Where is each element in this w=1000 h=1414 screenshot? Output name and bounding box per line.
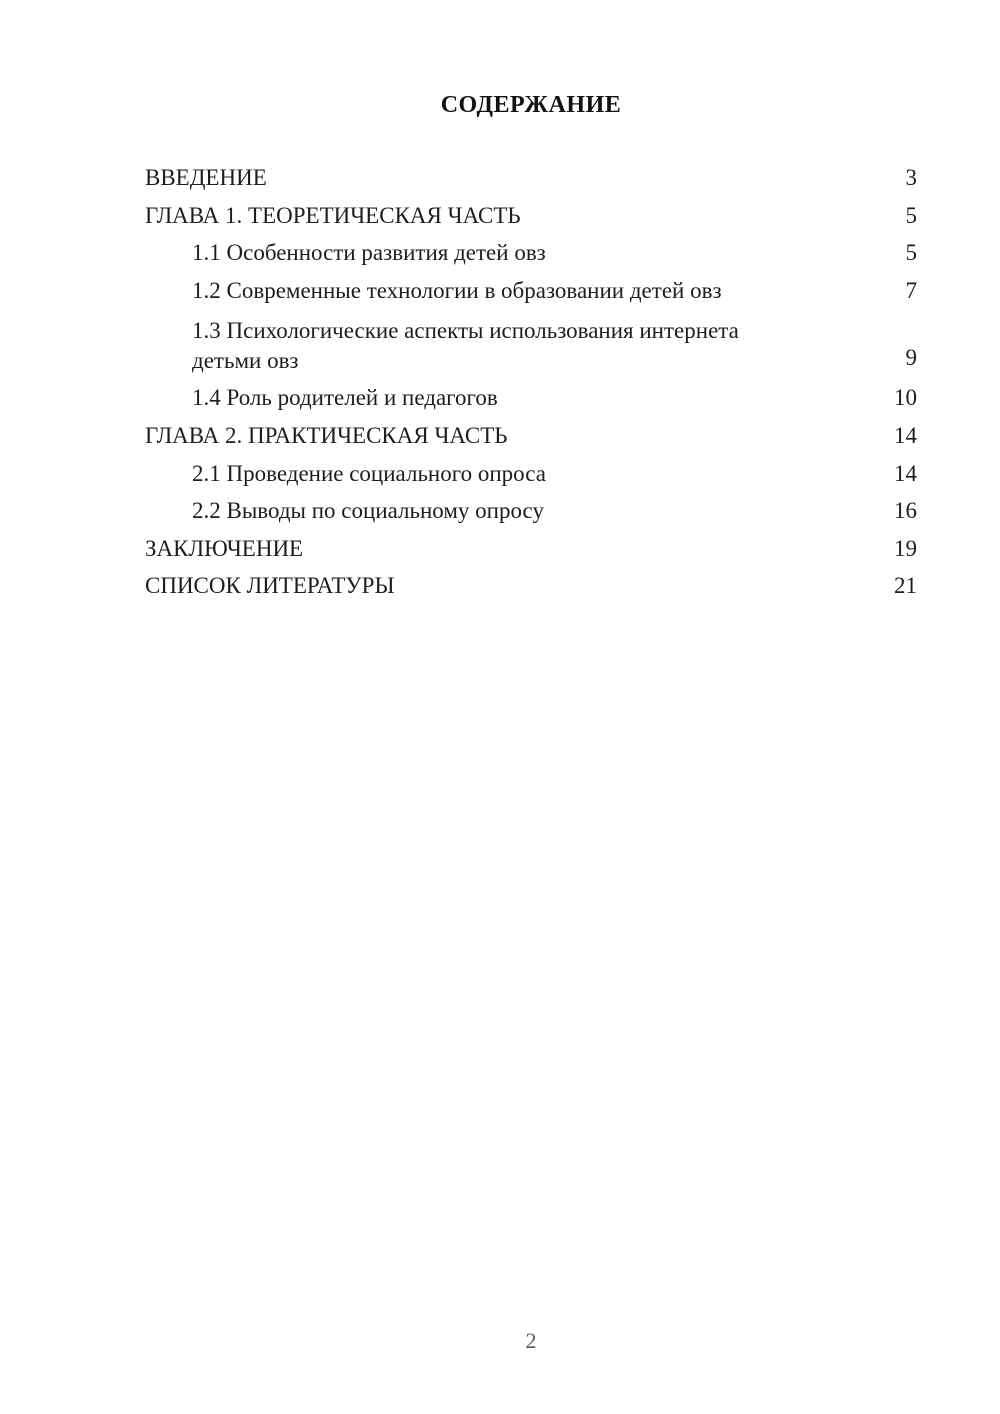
table-of-contents: [145, 159, 917, 605]
toc-entry-label: [145, 316, 739, 376]
toc-entry-label: [145, 567, 395, 605]
toc-entry-page: 5: [905, 240, 917, 266]
toc-entry-page: 9: [905, 344, 917, 370]
toc-entry: [145, 417, 917, 455]
toc-entry: [145, 530, 917, 568]
toc-entry: [145, 197, 917, 235]
toc-entry-label-line1: 1.3 Психологические аспекты использования интернета: [192, 318, 739, 344]
toc-entry: [145, 234, 917, 272]
footer-page-number: 2: [525, 1328, 537, 1353]
toc-entry-label-line1: ВВЕДЕНИЕ: [145, 165, 267, 190]
toc-entry-label-line2: детьми овз: [192, 348, 299, 374]
toc-entry-label: [145, 379, 498, 417]
toc-entry-label-line1: ГЛАВА 1. ТЕОРЕТИЧЕСКАЯ ЧАСТЬ: [145, 202, 521, 228]
toc-entry-label: [145, 234, 546, 272]
toc-entry-page: 7: [905, 277, 917, 303]
page-title: СОДЕРЖАНИЕ: [440, 92, 622, 118]
toc-entry-label-line1: 1.4 Роль родителей и педагогов: [192, 385, 498, 411]
toc-entry-label: [145, 272, 722, 310]
toc-entry-label: [145, 455, 546, 493]
toc-entry-page: 14: [894, 422, 917, 448]
toc-entry-label-line1: 1.2 Современные технологии в образовании детей овз: [192, 277, 722, 303]
toc-entry-label-line1: ЗАКЛЮЧЕНИЕ: [145, 535, 304, 561]
toc-entry: [145, 159, 917, 197]
toc-entry-label-line1: 2.2 Выводы по социальному опросу: [192, 498, 544, 524]
toc-entry: [145, 272, 917, 310]
toc-entry: [145, 379, 917, 417]
toc-entry-label-line1: ГЛАВА 2. ПРАКТИЧЕСКАЯ ЧАСТЬ: [145, 422, 508, 448]
toc-entry-page: 3: [905, 165, 917, 190]
toc-entry: [145, 316, 917, 376]
toc-entry-page: 10: [894, 385, 917, 411]
toc-entry-label-line1: 2.1 Проведение социального опроса: [192, 460, 546, 486]
toc-entry-page: 21: [894, 573, 917, 599]
toc-entry-page: 5: [905, 202, 917, 228]
toc-entry-label: [145, 197, 521, 235]
toc-entry-label-line1: СПИСОК ЛИТЕРАТУРЫ: [145, 573, 395, 599]
toc-entry-label: [145, 159, 267, 197]
toc-entry: [145, 492, 917, 530]
toc-entry-page: 19: [894, 535, 917, 561]
toc-entry-label: [145, 417, 508, 455]
toc-entry-label-line1: 1.1 Особенности развития детей овз: [192, 240, 546, 266]
toc-entry: [145, 455, 917, 493]
toc-entry-page: 14: [894, 460, 917, 486]
toc-entry-page: 16: [894, 498, 917, 524]
toc-entry: [145, 567, 917, 605]
toc-entry-label: [145, 530, 303, 568]
toc-entry-label: [145, 492, 544, 530]
